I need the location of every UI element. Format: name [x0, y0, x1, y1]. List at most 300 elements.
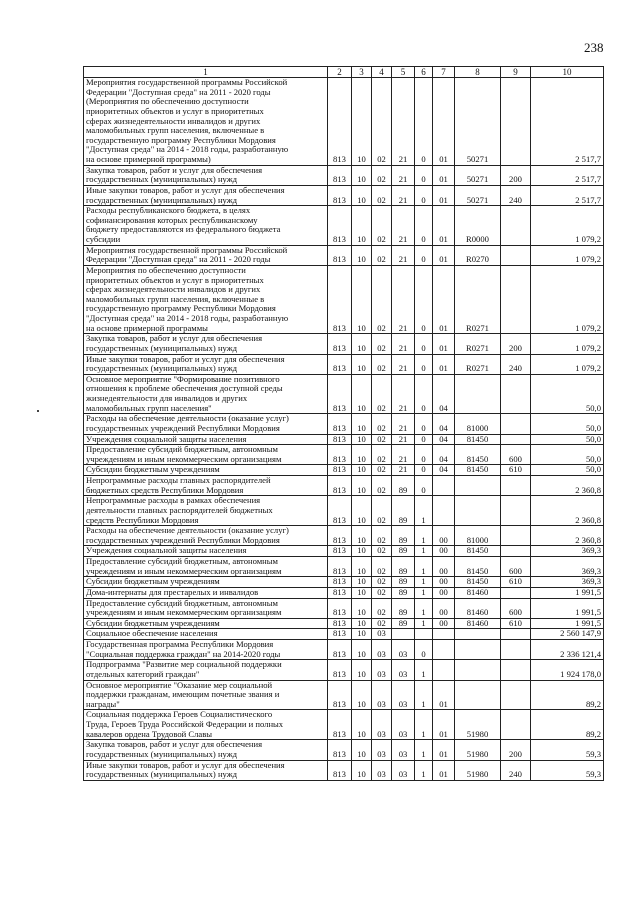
row-name: Основное мероприятие "Оказание мер социальной поддержки гражданам, имеющим почетные звания и награды": [84, 680, 328, 710]
row-amount: 1 991,5: [531, 598, 604, 618]
row-subsection: 02: [372, 526, 392, 546]
row-section: 10: [352, 680, 372, 710]
table-row: [84, 434, 604, 445]
row-expense-type: 240: [501, 760, 531, 780]
row-name: Субсидии бюджетным учреждениям: [84, 618, 328, 629]
row-section: 10: [352, 334, 372, 354]
row-subprogram: 1: [415, 557, 433, 577]
row-subsection: 02: [372, 476, 392, 496]
row-ministry: 813: [328, 245, 352, 265]
row-name: Закупка товаров, работ и услуг для обеспечения государственных (муниципальных) нужд: [84, 740, 328, 760]
row-name: Учреждения социальной защиты населения: [84, 546, 328, 557]
row-program: 21: [392, 334, 415, 354]
table-row: [84, 445, 604, 465]
row-amount: 59,3: [531, 760, 604, 780]
row-program: 21: [392, 245, 415, 265]
row-name: Расходы на обеспечение деятельности (оказание услуг) государственных учреждений Республики Мордовия: [84, 526, 328, 546]
row-name: Субсидии бюджетным учреждениям: [84, 577, 328, 588]
row-direction: 81460: [455, 598, 501, 618]
row-subprogram: 1: [415, 740, 433, 760]
row-amount: 1 991,5: [531, 618, 604, 629]
row-subsection: 02: [372, 577, 392, 588]
row-event: 04: [433, 434, 455, 445]
row-program: 03: [392, 640, 415, 660]
row-expense-type: [501, 414, 531, 434]
row-expense-type: [501, 640, 531, 660]
row-expense-type: 200: [501, 334, 531, 354]
row-event: [433, 629, 455, 640]
row-amount: 50,0: [531, 465, 604, 476]
row-event: 04: [433, 465, 455, 476]
row-direction: 50271: [455, 78, 501, 166]
header-cell: 2: [328, 67, 352, 78]
row-program: [392, 629, 415, 640]
row-amount: 2 517,7: [531, 165, 604, 185]
table-row: [84, 598, 604, 618]
row-direction: 81450: [455, 577, 501, 588]
row-subsection: 02: [372, 374, 392, 414]
row-program: 21: [392, 265, 415, 333]
row-ministry: 813: [328, 206, 352, 246]
row-program: 03: [392, 680, 415, 710]
row-subsection: 02: [372, 618, 392, 629]
row-program: 89: [392, 476, 415, 496]
row-program: 21: [392, 465, 415, 476]
row-program: 89: [392, 598, 415, 618]
row-section: 10: [352, 496, 372, 526]
row-expense-type: [501, 710, 531, 740]
row-name: Иные закупки товаров, работ и услуг для обеспечения государственных (муниципальных) нужд: [84, 185, 328, 205]
row-ministry: 813: [328, 374, 352, 414]
row-amount: 50,0: [531, 445, 604, 465]
header-cell: 1: [84, 67, 328, 78]
row-direction: 81460: [455, 587, 501, 598]
row-section: 10: [352, 546, 372, 557]
row-subprogram: 0: [415, 354, 433, 374]
row-subsection: 02: [372, 265, 392, 333]
row-ministry: 813: [328, 680, 352, 710]
row-name: Непрограммные расходы в рамках обеспечения деятельности главных распорядителей бюджетных средств Республики Мордовия: [84, 496, 328, 526]
row-direction: 81000: [455, 414, 501, 434]
row-ministry: 813: [328, 710, 352, 740]
table-row: [84, 629, 604, 640]
scan-speck: [37, 410, 39, 412]
row-subprogram: 1: [415, 680, 433, 710]
row-event: [433, 496, 455, 526]
row-expense-type: 200: [501, 740, 531, 760]
row-amount: 2 360,8: [531, 526, 604, 546]
row-ministry: 813: [328, 760, 352, 780]
row-subprogram: 0: [415, 78, 433, 166]
row-ministry: 813: [328, 265, 352, 333]
row-event: 00: [433, 546, 455, 557]
table-row: [84, 577, 604, 588]
row-subprogram: 0: [415, 434, 433, 445]
row-name: Предоставление субсидий бюджетным, автономным учреждениям и иным некоммерческим организациям: [84, 557, 328, 577]
row-amount: 1 079,2: [531, 265, 604, 333]
row-amount: 1 924 178,0: [531, 660, 604, 680]
row-name: Социальная поддержка Героев Социалистического Труда, Героев Труда Российской Федерации и полных кавалеров ордена Трудовой Славы: [84, 710, 328, 740]
row-expense-type: [501, 245, 531, 265]
row-event: 00: [433, 618, 455, 629]
table-row: [84, 265, 604, 333]
row-direction: [455, 660, 501, 680]
table-row: [84, 206, 604, 246]
row-section: 10: [352, 354, 372, 374]
row-program: 21: [392, 354, 415, 374]
row-name: Расходы республиканского бюджета, в целях софинансирования которых республиканскому бюджету предоставляются из федерального бюджета субсидии: [84, 206, 328, 246]
row-expense-type: 240: [501, 185, 531, 205]
row-section: 10: [352, 740, 372, 760]
row-amount: 1 991,5: [531, 587, 604, 598]
row-program: 89: [392, 618, 415, 629]
row-expense-type: [501, 496, 531, 526]
row-subprogram: 1: [415, 760, 433, 780]
row-name: Предоставление субсидий бюджетным, автономным учреждениям и иным некоммерческим организациям: [84, 598, 328, 618]
row-expense-type: [501, 434, 531, 445]
row-amount: 50,0: [531, 414, 604, 434]
row-program: 21: [392, 185, 415, 205]
row-subsection: 03: [372, 640, 392, 660]
table-row: [84, 354, 604, 374]
row-section: 10: [352, 526, 372, 546]
table-row: [84, 245, 604, 265]
row-amount: 2 336 121,4: [531, 640, 604, 660]
table-row: [84, 496, 604, 526]
row-ministry: 813: [328, 445, 352, 465]
row-amount: 1 079,2: [531, 245, 604, 265]
row-program: 89: [392, 546, 415, 557]
row-program: 21: [392, 374, 415, 414]
row-direction: 81000: [455, 526, 501, 546]
row-direction: 51980: [455, 710, 501, 740]
row-ministry: 813: [328, 587, 352, 598]
table-row: [84, 546, 604, 557]
row-amount: 2 517,7: [531, 78, 604, 166]
row-event: 01: [433, 740, 455, 760]
row-subprogram: 0: [415, 206, 433, 246]
row-program: 03: [392, 740, 415, 760]
row-subsection: 02: [372, 557, 392, 577]
row-name: Расходы на обеспечение деятельности (оказание услуг) государственных учреждений Республики Мордовия: [84, 414, 328, 434]
row-subsection: 02: [372, 414, 392, 434]
table-row: [84, 680, 604, 710]
row-subprogram: 1: [415, 587, 433, 598]
row-ministry: 813: [328, 496, 352, 526]
row-event: [433, 476, 455, 496]
row-ministry: 813: [328, 434, 352, 445]
row-direction: 81450: [455, 434, 501, 445]
row-subprogram: 0: [415, 245, 433, 265]
row-event: 00: [433, 557, 455, 577]
row-name: Иные закупки товаров, работ и услуг для обеспечения государственных (муниципальных) нужд: [84, 760, 328, 780]
row-subsection: 02: [372, 245, 392, 265]
row-program: 21: [392, 206, 415, 246]
row-subprogram: 0: [415, 476, 433, 496]
row-name: Непрограммные расходы главных распорядителей бюджетных средств Республики Мордовия: [84, 476, 328, 496]
row-section: 10: [352, 245, 372, 265]
row-ministry: 813: [328, 476, 352, 496]
row-amount: 2 360,8: [531, 496, 604, 526]
row-ministry: 813: [328, 414, 352, 434]
row-program: 89: [392, 526, 415, 546]
row-amount: 50,0: [531, 374, 604, 414]
row-section: 10: [352, 640, 372, 660]
table-row: [84, 526, 604, 546]
row-expense-type: 600: [501, 598, 531, 618]
row-direction: [455, 476, 501, 496]
row-ministry: 813: [328, 577, 352, 588]
row-event: 01: [433, 245, 455, 265]
row-subprogram: [415, 629, 433, 640]
row-expense-type: [501, 660, 531, 680]
row-section: 10: [352, 265, 372, 333]
row-subsection: 03: [372, 740, 392, 760]
row-subsection: 02: [372, 496, 392, 526]
row-expense-type: 610: [501, 465, 531, 476]
row-section: 10: [352, 465, 372, 476]
row-event: 01: [433, 680, 455, 710]
row-subprogram: 1: [415, 710, 433, 740]
row-expense-type: [501, 587, 531, 598]
header-cell: 5: [392, 67, 415, 78]
row-direction: 81450: [455, 465, 501, 476]
row-section: 10: [352, 629, 372, 640]
row-name: Социальное обеспечение населения: [84, 629, 328, 640]
row-event: 01: [433, 760, 455, 780]
row-subprogram: 0: [415, 374, 433, 414]
row-subprogram: 0: [415, 265, 433, 333]
row-amount: 2 360,8: [531, 476, 604, 496]
row-subsection: 03: [372, 710, 392, 740]
row-name: Мероприятия государственной программы Российской Федерации "Доступная среда" на 2011 - 2020 годы: [84, 245, 328, 265]
row-program: 21: [392, 445, 415, 465]
row-subsection: 02: [372, 546, 392, 557]
row-expense-type: [501, 265, 531, 333]
header-cell: 4: [372, 67, 392, 78]
row-subsection: 03: [372, 760, 392, 780]
row-program: 21: [392, 165, 415, 185]
row-expense-type: 200: [501, 165, 531, 185]
table-row: [84, 334, 604, 354]
row-direction: [455, 629, 501, 640]
row-amount: 1 079,2: [531, 206, 604, 246]
table-row: [84, 476, 604, 496]
row-subprogram: 1: [415, 618, 433, 629]
row-direction: R0271: [455, 354, 501, 374]
row-subsection: 02: [372, 587, 392, 598]
row-event: 04: [433, 414, 455, 434]
row-ministry: 813: [328, 165, 352, 185]
table-row: [84, 557, 604, 577]
row-direction: 50271: [455, 165, 501, 185]
row-expense-type: [501, 526, 531, 546]
row-section: 10: [352, 660, 372, 680]
page-number: 238: [584, 40, 604, 55]
row-event: 01: [433, 334, 455, 354]
table-row: [84, 374, 604, 414]
row-subprogram: 0: [415, 465, 433, 476]
row-subprogram: 0: [415, 165, 433, 185]
row-ministry: 813: [328, 598, 352, 618]
row-section: 10: [352, 78, 372, 166]
header-row: [84, 67, 604, 78]
row-expense-type: 610: [501, 577, 531, 588]
row-section: 10: [352, 185, 372, 205]
row-ministry: 813: [328, 185, 352, 205]
row-amount: 59,3: [531, 740, 604, 760]
row-subsection: 02: [372, 354, 392, 374]
row-section: 10: [352, 760, 372, 780]
row-section: 10: [352, 557, 372, 577]
row-event: 01: [433, 165, 455, 185]
row-name: Закупка товаров, работ и услуг для обеспечения государственных (муниципальных) нужд: [84, 334, 328, 354]
row-amount: 2 517,7: [531, 185, 604, 205]
row-expense-type: 600: [501, 557, 531, 577]
row-section: 10: [352, 476, 372, 496]
row-direction: 81450: [455, 445, 501, 465]
row-subprogram: 0: [415, 640, 433, 660]
row-name: Закупка товаров, работ и услуг для обеспечения государственных (муниципальных) нужд: [84, 165, 328, 185]
row-direction: 51980: [455, 740, 501, 760]
row-event: 01: [433, 265, 455, 333]
row-expense-type: [501, 629, 531, 640]
row-event: 00: [433, 526, 455, 546]
row-event: [433, 660, 455, 680]
row-subsection: 02: [372, 206, 392, 246]
table-row: [84, 760, 604, 780]
row-amount: 89,2: [531, 710, 604, 740]
row-expense-type: [501, 546, 531, 557]
row-amount: 1 079,2: [531, 334, 604, 354]
row-direction: R0000: [455, 206, 501, 246]
row-name: Мероприятия государственной программы Российской Федерации "Доступная среда" на 2011 - 2020 годы (Мероприятия по обеспечению доступности приоритетных объектов и услуг в приоритетных сферах жизнедеятельности инвалидов и других маломобильных групп населения, включенные в государственную программу Республики Мордовия "Доступная среда" на 2014 - 2018 годы, разработанную на основе примерной программы): [84, 78, 328, 166]
row-program: 21: [392, 414, 415, 434]
row-expense-type: 240: [501, 354, 531, 374]
table-row: [84, 618, 604, 629]
table-row: [84, 465, 604, 476]
row-subprogram: 1: [415, 660, 433, 680]
row-ministry: 813: [328, 78, 352, 166]
header-cell: 10: [531, 67, 604, 78]
row-event: 00: [433, 587, 455, 598]
row-ministry: 813: [328, 465, 352, 476]
row-ministry: 813: [328, 546, 352, 557]
row-expense-type: [501, 206, 531, 246]
row-expense-type: [501, 680, 531, 710]
table-row: [84, 78, 604, 166]
row-expense-type: [501, 78, 531, 166]
row-section: 10: [352, 587, 372, 598]
table-row: [84, 185, 604, 205]
row-subsection: 02: [372, 334, 392, 354]
row-expense-type: [501, 374, 531, 414]
row-name: Субсидии бюджетным учреждениям: [84, 465, 328, 476]
row-ministry: 813: [328, 660, 352, 680]
row-subsection: 02: [372, 185, 392, 205]
row-event: 01: [433, 206, 455, 246]
row-section: 10: [352, 598, 372, 618]
row-program: 89: [392, 577, 415, 588]
row-name: Основное мероприятие "Формирование позитивного отношения к проблеме обеспечения доступной среды жизнедеятельности для инвалидов и других маломобильных групп населения": [84, 374, 328, 414]
row-subsection: 02: [372, 445, 392, 465]
row-subprogram: 1: [415, 526, 433, 546]
row-program: 03: [392, 710, 415, 740]
row-subsection: 02: [372, 465, 392, 476]
row-name: Дома-интернаты для престарелых и инвалидов: [84, 587, 328, 598]
row-subsection: 02: [372, 78, 392, 166]
table-row: [84, 414, 604, 434]
row-amount: 1 079,2: [531, 354, 604, 374]
row-amount: 2 560 147,9: [531, 629, 604, 640]
row-event: 00: [433, 598, 455, 618]
row-name: Учреждения социальной защиты населения: [84, 434, 328, 445]
row-direction: [455, 640, 501, 660]
table-row: [84, 640, 604, 660]
header-cell: 3: [352, 67, 372, 78]
row-section: 10: [352, 434, 372, 445]
row-direction: 50271: [455, 185, 501, 205]
row-expense-type: [501, 476, 531, 496]
row-subprogram: 0: [415, 334, 433, 354]
row-subprogram: 1: [415, 496, 433, 526]
row-subprogram: 1: [415, 598, 433, 618]
row-program: 21: [392, 434, 415, 445]
row-direction: R0271: [455, 265, 501, 333]
row-subsection: 02: [372, 434, 392, 445]
row-name: Иные закупки товаров, работ и услуг для обеспечения государственных (муниципальных) нужд: [84, 354, 328, 374]
budget-table: [83, 66, 604, 781]
row-direction: [455, 374, 501, 414]
header-cell: 9: [501, 67, 531, 78]
row-event: 01: [433, 354, 455, 374]
row-direction: 81450: [455, 546, 501, 557]
table-row: [84, 660, 604, 680]
header-cell: 7: [433, 67, 455, 78]
row-expense-type: 600: [501, 445, 531, 465]
row-event: 01: [433, 185, 455, 205]
row-name: Предоставление субсидий бюджетным, автономным учреждениям и иным некоммерческим организациям: [84, 445, 328, 465]
row-expense-type: 610: [501, 618, 531, 629]
row-section: 10: [352, 445, 372, 465]
row-direction: 81450: [455, 557, 501, 577]
row-ministry: 813: [328, 640, 352, 660]
row-section: 10: [352, 374, 372, 414]
row-subprogram: 0: [415, 185, 433, 205]
row-program: 89: [392, 557, 415, 577]
row-ministry: 813: [328, 557, 352, 577]
row-subprogram: 0: [415, 445, 433, 465]
row-subsection: 03: [372, 680, 392, 710]
row-direction: 81460: [455, 618, 501, 629]
row-direction: [455, 496, 501, 526]
row-direction: 51980: [455, 760, 501, 780]
row-ministry: 813: [328, 618, 352, 629]
row-name: Мероприятия по обеспечению доступности приоритетных объектов и услуг в приоритетных сферах жизнедеятельности инвалидов и других маломобильных групп населения, включенные в государственную программу Республики Мордовия "Доступная среда" на 2014 - 2018 годы, разработанную на основе примерной программы: [84, 265, 328, 333]
row-subsection: 03: [372, 629, 392, 640]
row-direction: R0271: [455, 334, 501, 354]
row-subsection: 02: [372, 165, 392, 185]
row-amount: 50,0: [531, 434, 604, 445]
row-ministry: 813: [328, 334, 352, 354]
row-section: 10: [352, 165, 372, 185]
table-row: [84, 165, 604, 185]
row-event: 00: [433, 577, 455, 588]
row-name: Государственная программа Республики Мордовия "Социальная поддержка граждан" на 2014-2020 годы: [84, 640, 328, 660]
row-event: 04: [433, 445, 455, 465]
table-row: [84, 710, 604, 740]
row-subprogram: 1: [415, 546, 433, 557]
